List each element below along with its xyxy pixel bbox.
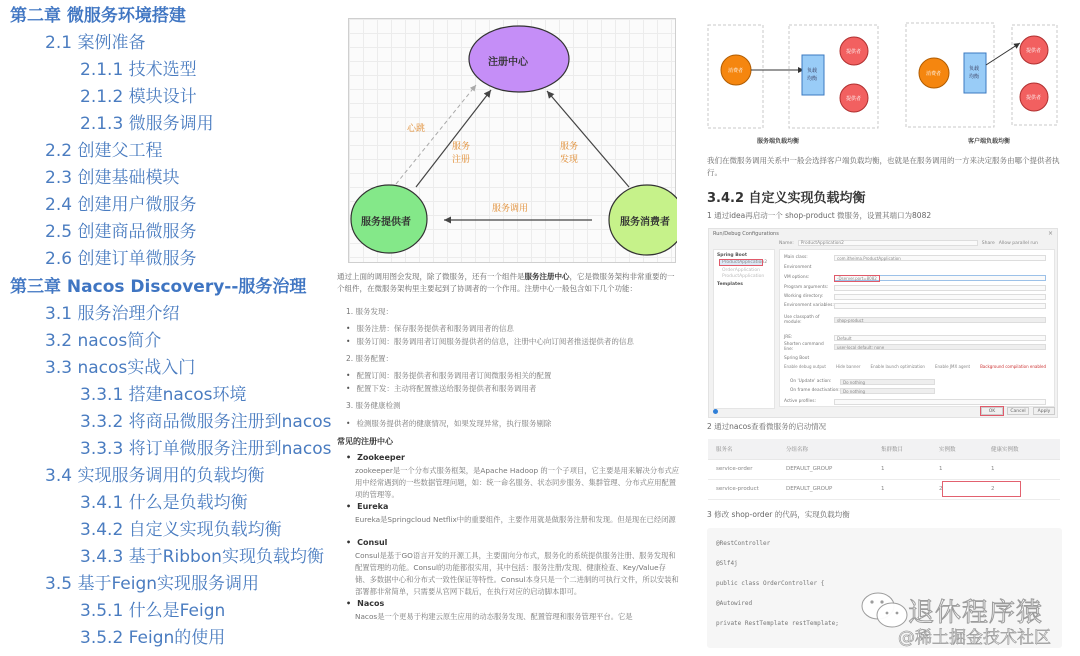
col-group-name: 分组名称	[778, 439, 873, 459]
toc-item[interactable]: 3.4 实现服务调用的负载均衡	[45, 466, 265, 486]
field-label: Program arguments:	[784, 285, 829, 290]
cell-cluster-count: 1	[873, 479, 931, 499]
table-of-contents	[0, 0, 335, 656]
toc-item[interactable]: 2.6 创建订单微服务	[45, 249, 197, 269]
name-row	[779, 240, 1038, 246]
toc-item[interactable]: 2.1.1 技术选型	[80, 60, 197, 80]
step-1-text: 1 通过idea再启动一个 shop-product 微服务，设置其端口为8082	[707, 211, 932, 220]
background-compilation-status: Background compilation enabled	[980, 364, 1046, 369]
ok-button[interactable]: OK	[981, 407, 1003, 415]
shorten-cmd-select[interactable]: user-local default: none	[834, 344, 1046, 350]
cell-service-name: service-order	[708, 459, 778, 479]
lb-balancer-label-2: 均衡	[969, 74, 980, 80]
apply-button[interactable]: Apply	[1033, 407, 1055, 415]
intro-text-pre: 通过上面的调用图会发现，除了微服务，还有一个组件是	[337, 272, 525, 281]
toc-item[interactable]: 3.5.2 Feign的使用	[80, 628, 226, 648]
toc-item[interactable]: 2.1.2 模块设计	[80, 87, 197, 107]
registry-name-zookeeper: • Zookeeper	[346, 453, 405, 462]
toc-item[interactable]: 3.5 基于Feign实现服务调用	[45, 574, 260, 594]
toc-item[interactable]: 2.1 案例准备	[45, 33, 146, 53]
code-line: public class OrderController {	[716, 580, 825, 587]
toc-item[interactable]: 3.4.2 自定义实现负载均衡	[80, 520, 282, 540]
discover-label-1: 服务	[560, 142, 579, 152]
toc-item[interactable]: 3.3.2 将商品微服务注册到nacos	[80, 412, 332, 432]
toc-item[interactable]: 2.4 创建用户微服务	[45, 195, 197, 215]
discover-label-2: 发现	[560, 155, 579, 165]
field-label: JRE:	[784, 335, 793, 340]
bullet-item: • 服务注册：保存服务提供者和服务调用者的信息	[346, 323, 514, 334]
close-icon[interactable]: ×	[1047, 230, 1053, 237]
code-line: private RestTemplate restTemplate;	[716, 620, 839, 627]
env-vars-input[interactable]	[834, 303, 1046, 309]
field-label: Environment variables:	[784, 303, 834, 308]
toc-chapter-2[interactable]: 第二章 微服务环境搭建	[10, 6, 186, 26]
registry-desc-zookeeper: zookeeper是一个分布式服务框架，是Apache Hadoop 的一个子项目，它主要是用来解决分布式应用中经常遇到的一些数据管理问题，如：统一命名服务、状态同步服务、集群管理、分布式应用配置项的管理等。	[355, 466, 680, 499]
field-label: Working directory:	[784, 294, 824, 299]
watermark-title: 退休程序猿	[908, 598, 1044, 628]
lb-consumer-label: 消费者	[728, 68, 744, 74]
lb-balancer-label-2: 均衡	[807, 76, 818, 82]
checkbox-jmx-agent[interactable]: Enable JMX agent	[934, 364, 971, 369]
registry-name-consul: • Consul	[346, 538, 387, 547]
config-form	[779, 249, 1055, 407]
tree-product-application[interactable]: ProductApplication	[722, 274, 765, 279]
registry-desc-eureka: Eureka是Springcloud Netflix中的重要组件，主要作用就是做服务注册和发现。但是现在已经闭源	[355, 515, 676, 524]
registry-desc-consul: Consul是基于GO语言开发的开源工具，主要面向分布式，服务化的系统提供服务注册、服务发现和配置管理的功能。Consul的功能都很实用，其中包括：服务注册/发现、健康检查、Key/Value存储、多数据中心和分布式一致性保证等特性。Consul本身只是一个二进制的可执行文件，所以安装和部署都非常简单，只需要从官网下载后，在执行对应的启动脚本即可。	[355, 551, 679, 596]
field-label: Active profiles:	[784, 399, 816, 404]
share-checkbox[interactable]: Share	[981, 240, 995, 246]
cell-group-name: DEFAULT_GROUP	[778, 479, 873, 499]
lb-note: 我们在微服务调用关系中一般会选择客户端负载均衡，也就是在服务调用的一方来决定服务由哪个提供者执行。	[707, 156, 1060, 177]
registry-center-label: 注册中心	[488, 57, 528, 68]
cell-instance-count: 2	[931, 479, 983, 499]
toc-item[interactable]: 3.1 服务治理介绍	[45, 304, 180, 324]
tree-templates[interactable]: Templates	[717, 282, 743, 287]
cell-healthy-count: 2	[983, 479, 1060, 499]
checkbox-launch-optimization[interactable]: Enable launch optimization	[870, 364, 925, 369]
load-balancer-diagram	[705, 15, 1075, 155]
jre-select[interactable]: Default	[834, 335, 1046, 341]
config-tree	[713, 249, 775, 409]
toc-item[interactable]: 3.4.3 基于Ribbon实现负载均衡	[80, 547, 324, 567]
toc-item[interactable]: 3.4.1 什么是负载均衡	[80, 493, 248, 513]
parallel-checkbox[interactable]: Allow parallel run	[998, 240, 1038, 246]
toc-item[interactable]: 3.2 nacos简介	[45, 331, 162, 351]
toc-item[interactable]: 2.2 创建父工程	[45, 141, 163, 161]
field-label: On frame deactivation:	[790, 388, 840, 393]
toc-item[interactable]: 3.3.1 搭建nacos环境	[80, 385, 247, 405]
intro-text-post: ，它是微服务架构非常重要的一个组件，在微服务架构里主要起到了协调者的一个作用。注册中心一般包含如下几个功能：	[337, 272, 675, 293]
code-line: @Autowired	[716, 600, 753, 607]
provider-label: 服务提供者	[361, 217, 411, 228]
col-cluster-count: 集群数目	[873, 439, 931, 459]
frame-deactivation-select[interactable]: Do nothing	[840, 388, 935, 394]
run-config-dialog	[708, 228, 1058, 418]
toc-chapter-3[interactable]: 第三章 Nacos Discovery--服务治理	[10, 277, 307, 297]
registries-heading: 常见的注册中心	[337, 437, 393, 446]
section-title: 1. 服务发现：	[346, 307, 394, 316]
main-class-input[interactable]: com.itheima.ProductApplication	[834, 255, 1046, 261]
intro-text-bold: 服务注册中心	[524, 272, 570, 281]
checkbox-hide-banner[interactable]: Hide banner	[835, 364, 861, 369]
lb-provider-label: 提供者	[846, 49, 862, 55]
section-title: 2. 服务配置：	[346, 354, 394, 363]
code-block	[707, 528, 1062, 648]
registry-diagram	[348, 18, 676, 263]
cell-group-name: DEFAULT_GROUP	[778, 459, 873, 479]
register-label-1: 服务	[452, 142, 471, 152]
tree-order-application[interactable]: OrderApplication	[722, 268, 760, 273]
server-side-lb-caption: 服务端负载均衡	[757, 138, 800, 145]
bullet-item: • 配置下发：主动将配置推送给服务提供者和服务调用者	[346, 383, 536, 394]
tree-product-application-2[interactable]: ProductApplication2	[722, 260, 768, 265]
step-3-text: 3 修改 shop-order 的代码，实现负载均衡	[707, 510, 850, 519]
col-instance-count: 实例数	[931, 439, 983, 459]
invoke-label: 服务调用	[492, 204, 529, 214]
section-heading: 3.4.2 自定义实现负载均衡	[707, 191, 866, 206]
load-balancer-diagram-svg	[705, 15, 1075, 155]
registry-name-eureka: • Eureka	[346, 502, 388, 511]
lb-consumer-label: 消费者	[926, 71, 942, 77]
heartbeat-label: 心跳	[407, 124, 426, 134]
registry-name-nacos: • Nacos	[346, 599, 384, 608]
vm-options-input[interactable]	[834, 275, 1046, 281]
cell-instance-count: 1	[931, 459, 983, 479]
vm-options-value: -Dserver.port=8082	[837, 275, 877, 281]
watermark-subtitle: @稀土掘金技术社区	[898, 628, 1051, 648]
bullet-item: • 配置订阅：服务提供者和服务调用者订阅微服务相关的配置	[346, 370, 551, 381]
table-header-row	[708, 439, 1060, 459]
active-profiles-input[interactable]	[834, 399, 1046, 405]
highlight-box	[942, 481, 1021, 497]
lb-balancer-label-1: 负载	[807, 68, 818, 74]
code-line: @RestController	[716, 540, 771, 547]
register-label-2: 注册	[452, 155, 471, 165]
consumer-label: 服务消费者	[620, 217, 670, 228]
update-action-select[interactable]: Do nothing	[840, 379, 935, 385]
section-title: 3. 服务健康检测	[346, 401, 401, 410]
checkbox-debug-output[interactable]: Enable debug output	[784, 364, 826, 369]
toc-item[interactable]: 2.3 创建基础模块	[45, 168, 180, 188]
lb-provider-label: 提供者	[846, 96, 862, 102]
bullet-item: • 服务订阅：服务调用者订阅服务提供者的信息，注册中心向订阅者推送提供者的信息	[346, 336, 634, 347]
dialog-title: Run/Debug Configurations	[713, 231, 779, 237]
intro-paragraph	[337, 271, 677, 294]
cell-healthy-count: 1	[983, 459, 1060, 479]
lb-balancer-label-1: 负载	[969, 66, 980, 72]
lb-provider-label: 提供者	[1026, 95, 1042, 101]
toc-item[interactable]: 3.5.1 什么是Feign	[80, 601, 226, 621]
field-label: Spring Boot	[784, 356, 810, 361]
col-healthy-count: 健康实例数	[983, 439, 1060, 459]
program-args-input[interactable]	[834, 285, 1046, 291]
code-line: @Slf4j	[716, 560, 738, 567]
toc-item[interactable]: 2.5 创建商品微服务	[45, 222, 197, 242]
registry-desc-nacos: Nacos是一个更易于构建云原生应用的动态服务发现、配置管理和服务管理平台。它是	[355, 612, 633, 621]
field-label: VM options:	[784, 275, 810, 280]
field-label: On 'Update' action:	[790, 379, 832, 384]
field-label: Shorten command line:	[784, 341, 824, 352]
col-service-name: 服务名	[708, 439, 778, 459]
working-dir-input[interactable]	[834, 294, 1046, 300]
cell-cluster-count: 1	[873, 459, 931, 479]
field-label: Main class:	[784, 255, 808, 260]
table-row	[708, 459, 1060, 479]
bullet-item: • 检测服务提供者的健康情况，如果发现异常，执行服务剔除	[346, 418, 551, 429]
toc-item[interactable]: 2.1.3 微服务调用	[80, 114, 214, 134]
help-icon[interactable]	[713, 409, 718, 414]
field-label: Use classpath of module:	[784, 314, 820, 325]
classpath-select[interactable]: shop-product	[834, 317, 1046, 323]
field-label: Environment	[784, 265, 812, 270]
name-label: Name:	[779, 240, 794, 246]
lb-provider-label: 提供者	[1026, 48, 1042, 54]
cancel-button[interactable]: Cancel	[1007, 407, 1029, 415]
toc-item[interactable]: 3.3.3 将订单微服务注册到nacos	[80, 439, 332, 459]
tree-spring-boot[interactable]: Spring Boot	[717, 253, 747, 258]
client-side-lb-caption: 客户端负载均衡	[968, 138, 1011, 145]
step-2-text: 2 通过nacos查看微服务的启动情况	[707, 422, 827, 431]
name-input[interactable]: ProductApplication2	[798, 240, 978, 246]
cell-service-name: service-product	[708, 479, 778, 499]
toc-item[interactable]: 3.3 nacos实战入门	[45, 358, 196, 378]
